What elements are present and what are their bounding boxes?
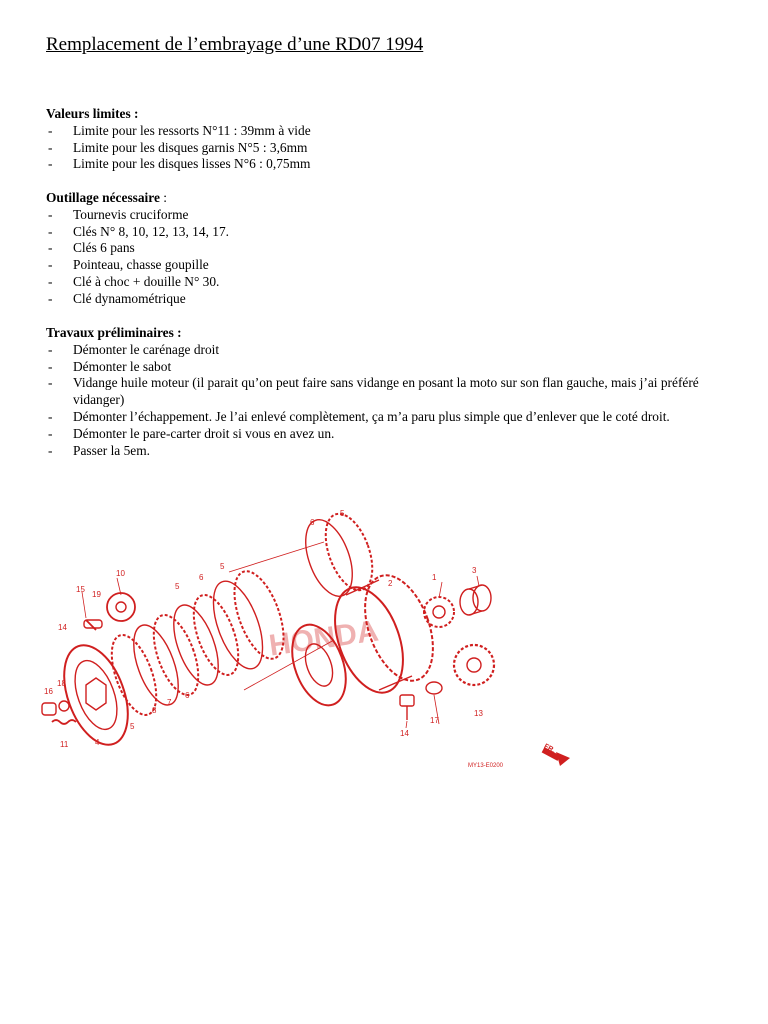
diagram-label-14: 14 — [400, 729, 409, 738]
diagram-label-5a: 5 — [130, 722, 135, 731]
diagram-label-6c: 6 — [310, 518, 315, 527]
diagram-label-6b: 6 — [199, 573, 204, 582]
section-preliminary-work — [46, 325, 736, 459]
diagram-label-10: 10 — [116, 569, 125, 578]
diagram-label-1: 1 — [432, 573, 437, 582]
section-limit-values — [46, 106, 736, 173]
limit-values-list — [46, 123, 736, 173]
section-heading: Travaux préliminaires : — [46, 325, 182, 340]
list-item: - Limite pour les disques lisses N°6 : 0,75mm — [48, 156, 311, 172]
section-tools — [46, 190, 736, 308]
diagram-label-13: 13 — [474, 709, 483, 718]
diagram-label-17: 17 — [430, 716, 439, 725]
diagram-label-16: 16 — [44, 687, 53, 696]
clutch-exploded-diagram — [34, 500, 594, 775]
preliminary-work-list — [46, 342, 736, 460]
list-item: - Limite pour les disques garnis N°5 : 3,6mm — [48, 139, 308, 155]
diagram-label-5d: 5 — [340, 509, 345, 518]
page-title: Remplacement de l’embrayage d’une RD07 1994 — [46, 34, 424, 55]
list-item: - Démonter l’échappement. Je l’ai enlevé complètement, ça m’a paru plus simple que d’enlever que le coté droit. — [48, 408, 670, 424]
diagram-label-12: 14 — [58, 623, 67, 632]
list-item: - Clés 6 pans — [48, 240, 135, 256]
diagram-label-7: 7 — [167, 698, 172, 707]
list-item: - Vidange huile moteur (il parait qu’on peut faire sans vidange en posant la moto sur son flan gauche, mais j’ai préféré vidanger) — [48, 375, 699, 408]
diagram-label-2: 2 — [388, 579, 393, 588]
list-item: - Limite pour les ressorts N°11 : 39mm à vide — [48, 122, 311, 138]
section-heading: Outillage nécessaire : — [46, 190, 168, 205]
diagram-code: MY13-E0200 — [468, 763, 504, 769]
diagram-label-15: 15 — [76, 585, 85, 594]
front-arrow-label: FR. — [542, 743, 556, 755]
diagram-label-3: 3 — [472, 566, 477, 575]
section-heading: Valeurs limites : — [46, 106, 139, 121]
list-item: - Démonter le pare-carter droit si vous en avez un. — [48, 425, 335, 441]
list-item: - Pointeau, chasse goupille — [48, 257, 209, 273]
diagram-label-18: 18 — [57, 679, 66, 688]
list-item: - Clés N° 8, 10, 12, 13, 14, 17. — [48, 223, 229, 239]
diagram-label-11: 11 — [60, 740, 69, 749]
diagram-label-4: 4 — [95, 738, 100, 747]
tools-list — [46, 207, 736, 308]
diagram-label-5c: 5 — [220, 562, 225, 571]
diagram-label-6a: 6 — [185, 691, 190, 700]
honda-watermark: HONDA — [267, 614, 381, 663]
diagram-label-5b: 5 — [175, 582, 180, 591]
list-item: - Clé à choc + douille N° 30. — [48, 273, 220, 289]
list-item: - Démonter le carénage droit — [48, 341, 220, 357]
diagram-label-19: 19 — [92, 590, 101, 599]
diagram-label-8: 8 — [152, 706, 157, 715]
list-item: - Tournevis cruciforme — [48, 206, 189, 222]
list-item: - Démonter le sabot — [48, 358, 172, 374]
list-item: - Passer la 5em. — [48, 442, 150, 458]
list-item: - Clé dynamométrique — [48, 290, 186, 306]
